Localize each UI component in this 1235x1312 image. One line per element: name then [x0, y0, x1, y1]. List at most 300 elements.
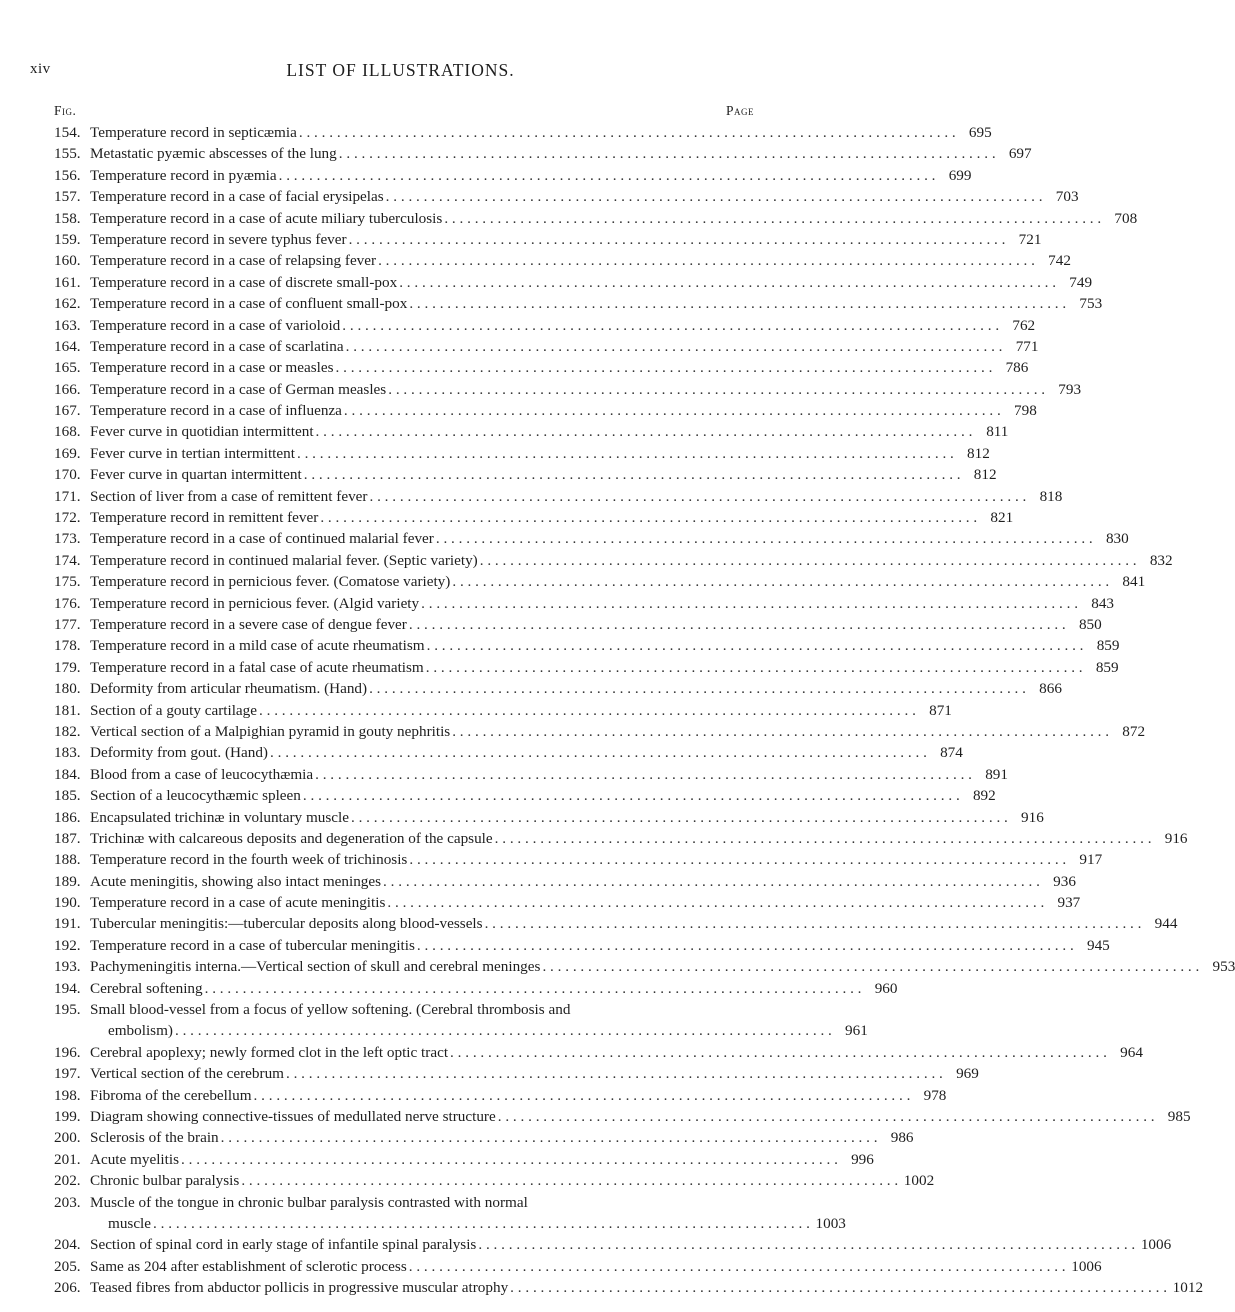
- list-item: [54, 528, 1129, 549]
- figure-number: 170.: [54, 466, 81, 484]
- entry-line: [90, 357, 1029, 378]
- figure-number: 204.: [54, 1236, 81, 1254]
- list-item-continuation: [54, 1213, 846, 1234]
- entry-line: [90, 486, 1063, 507]
- entry-line: [90, 700, 952, 721]
- figure-number: 154.: [54, 124, 81, 141]
- entry-line: [90, 250, 1071, 271]
- list-item: [54, 999, 754, 1020]
- figure-number: 206.: [54, 1279, 81, 1297]
- entry-line: [90, 1192, 754, 1213]
- leader-dots: [448, 1042, 1109, 1063]
- figure-caption: Cerebral apoplexy; newly formed clot in the left optic tract: [90, 1043, 449, 1061]
- figure-caption: Temperature record in a case of confluent small-pox: [90, 295, 408, 313]
- list-item: [54, 849, 1103, 870]
- figure-caption: Fever curve in tertian intermittent: [90, 444, 295, 462]
- list-item: [54, 785, 996, 806]
- figure-caption: Temperature record in septicæmia: [90, 124, 297, 141]
- figure-number: 197.: [54, 1065, 81, 1083]
- page-ref: 960: [874, 979, 898, 997]
- page-ref: 996: [851, 1150, 874, 1168]
- page-ref: 762: [1012, 316, 1036, 334]
- figure-number: 156.: [54, 166, 81, 184]
- entry-line: [90, 892, 1081, 913]
- leader-dots: [483, 913, 1144, 934]
- figure-caption-continued: embolism): [108, 1022, 173, 1040]
- figure-number: 184.: [54, 765, 81, 783]
- figure-number: 189.: [54, 872, 81, 890]
- list-item: [54, 165, 972, 186]
- page-ref: 771: [1015, 337, 1039, 355]
- entry-line: [90, 293, 1103, 314]
- figure-caption: Section of spinal cord in early stage of infantile spinal paralysis: [90, 1236, 477, 1254]
- page-ref: 811: [986, 423, 1009, 441]
- list-item: [54, 721, 1146, 742]
- figure-caption: Temperature record in a case of discrete small-pox: [90, 273, 398, 291]
- page-ref: 1006: [1071, 1257, 1102, 1275]
- entry-line: [90, 999, 754, 1020]
- entry-line: [90, 1256, 1102, 1277]
- leader-dots: [419, 593, 1080, 614]
- figure-caption: Acute myelitis: [90, 1150, 179, 1168]
- figure-number: 165.: [54, 359, 81, 377]
- page-header: [0, 56, 801, 80]
- figure-caption: Temperature record in pernicious fever. (Comatose variety): [90, 573, 451, 591]
- entry-line: [90, 764, 1008, 785]
- figure-number: 194.: [54, 979, 81, 997]
- figure-number: 181.: [54, 701, 81, 719]
- page-ref: 812: [973, 466, 997, 484]
- leader-dots: [268, 742, 929, 763]
- figure-caption: Deformity from gout. (Hand): [90, 744, 268, 762]
- figure-number: 167.: [54, 402, 81, 420]
- figure-number: 199.: [54, 1107, 81, 1125]
- leader-dots: [424, 657, 1085, 678]
- figure-caption: Temperature record in a fatal case of acute rheumatism: [90, 658, 424, 676]
- entry-line: [90, 1170, 935, 1191]
- page-ref: 818: [1039, 487, 1063, 505]
- figure-caption: Section of liver from a case of remittent fever: [90, 487, 368, 505]
- leader-dots: [478, 550, 1139, 571]
- list-item: [54, 678, 1062, 699]
- figure-number: 176.: [54, 594, 81, 612]
- figure-caption-continued: muscle: [108, 1214, 152, 1232]
- page-ref: 866: [1039, 680, 1062, 698]
- figure-caption: Fever curve in quartan intermittent: [90, 466, 302, 484]
- entry-line: [90, 315, 1036, 336]
- figure-number: 192.: [54, 936, 81, 954]
- leader-dots: [367, 486, 1028, 507]
- figure-number: 180.: [54, 680, 81, 698]
- list-item: [54, 421, 1009, 442]
- page-ref: 916: [1164, 829, 1188, 847]
- figure-number: 173.: [54, 530, 81, 548]
- list-item: [54, 871, 1076, 892]
- entry-line: [90, 571, 1146, 592]
- entry-line: [90, 507, 1014, 528]
- list-item: [54, 892, 1081, 913]
- entry-line: [90, 550, 1173, 571]
- entry-line: [90, 593, 1114, 614]
- figure-caption: Temperature record in a case of tubercular meningitis: [90, 936, 415, 954]
- leader-dots: [493, 828, 1154, 849]
- list-item: [54, 293, 1103, 314]
- leader-dots: [386, 379, 1047, 400]
- entry-line: [90, 1127, 914, 1148]
- list-item: [54, 742, 963, 763]
- entry-line: [90, 229, 1042, 250]
- page-title: LIST OF ILLUSTRATIONS.: [286, 60, 515, 80]
- entry-line: [90, 1149, 874, 1170]
- leader-dots: [337, 143, 998, 164]
- figure-caption: Diagram showing connective-tissues of medullated nerve structure: [90, 1107, 496, 1125]
- figure-caption: Vertical section of a Malpighian pyramid in gouty nephritis: [90, 722, 451, 740]
- figure-number: 191.: [54, 915, 81, 933]
- figure-number: 202.: [54, 1172, 81, 1190]
- leader-dots: [284, 1063, 945, 1084]
- figure-number: 193.: [54, 958, 81, 976]
- figure-caption: Cerebral softening: [90, 979, 203, 997]
- figure-number: 168.: [54, 423, 81, 441]
- page-ref: 964: [1120, 1043, 1143, 1061]
- figure-caption: Acute meningitis, showing also intact meninges: [90, 872, 382, 890]
- entry-line: [90, 421, 1009, 442]
- leader-dots: [407, 614, 1068, 635]
- figure-number: 161.: [54, 273, 81, 291]
- list-item: [54, 593, 1114, 614]
- leader-dots: [295, 443, 956, 464]
- page-ref: 1006: [1140, 1236, 1172, 1254]
- page-ref: 843: [1091, 594, 1114, 612]
- page-ref: 697: [1008, 145, 1032, 163]
- figure-caption: Temperature record in severe typhus fever: [90, 230, 347, 248]
- leader-dots: [334, 357, 995, 378]
- leader-dots: [376, 250, 1037, 271]
- entry-line: [90, 443, 990, 464]
- leader-dots: [151, 1213, 812, 1234]
- list-item-continuation: [54, 1020, 868, 1041]
- list-item: [54, 1085, 947, 1106]
- entry-line: [90, 935, 1110, 956]
- list-item: [54, 614, 1102, 635]
- leader-dots: [496, 1106, 1157, 1127]
- list-item: [54, 935, 1110, 956]
- leader-dots: [302, 464, 963, 485]
- list-item: [54, 1192, 754, 1213]
- figure-caption: Temperature record in a case of acute meningitis: [90, 894, 386, 912]
- list-item: [54, 143, 1032, 164]
- entry-line: [90, 379, 1082, 400]
- leader-dots: [407, 1256, 1068, 1277]
- figure-number: 169.: [54, 444, 81, 462]
- figure-number: 200.: [54, 1129, 81, 1147]
- list-item: [54, 315, 1036, 336]
- list-item: [54, 229, 1042, 250]
- figure-caption: Metastatic pyæmic abscesses of the lung: [90, 145, 337, 163]
- leader-dots: [179, 1149, 840, 1170]
- page-ref: 832: [1149, 551, 1173, 569]
- entry-line: [90, 1277, 1204, 1298]
- figure-caption: Temperature record in pernicious fever. (Algid variety: [90, 594, 420, 612]
- page-ref: 699: [948, 166, 972, 184]
- figure-caption: Temperature record in a case of acute miliary tuberculosis: [90, 209, 443, 227]
- leader-dots: [425, 635, 1086, 656]
- list-item: [54, 1256, 1102, 1277]
- entry-line: [90, 913, 1178, 934]
- page-ref: 798: [1014, 402, 1037, 420]
- figure-caption: Teased fibres from abductor pollicis in progressive muscular atrophy: [90, 1279, 509, 1297]
- fig-column-heading: Fig.: [54, 103, 77, 118]
- page-ref: 891: [985, 765, 1008, 783]
- leader-dots: [508, 1277, 1169, 1298]
- figure-number: 160.: [54, 252, 81, 270]
- list-item: [54, 1170, 935, 1191]
- leader-dots: [344, 336, 1005, 357]
- leader-dots: [342, 400, 1003, 421]
- list-item: [54, 1127, 914, 1148]
- page-ref: 871: [929, 701, 952, 719]
- figure-number: 163.: [54, 316, 81, 334]
- page-ref: 945: [1086, 936, 1110, 954]
- list-item: [54, 913, 1178, 934]
- page-ref: 937: [1057, 894, 1081, 912]
- list-item: [54, 956, 1235, 977]
- list-item: [54, 807, 1044, 828]
- entry-line: [90, 1106, 1191, 1127]
- entry-line: [108, 1020, 868, 1041]
- figure-caption: Temperature record in continued malarial fever. (Septic variety): [90, 551, 478, 569]
- leader-dots: [347, 229, 1008, 250]
- list-item: [54, 443, 990, 464]
- leader-dots: [318, 507, 979, 528]
- leader-dots: [450, 721, 1111, 742]
- leader-dots: [252, 1085, 913, 1106]
- list-item: [54, 1063, 979, 1084]
- page-ref: 978: [923, 1086, 947, 1104]
- leader-dots: [314, 421, 975, 442]
- figure-caption: Deformity from articular rheumatism. (Hand): [90, 680, 368, 698]
- figure-caption: Temperature record in a case of German measles: [90, 380, 387, 398]
- figure-number: 162.: [54, 295, 81, 313]
- leader-dots: [297, 122, 958, 143]
- figure-caption: Temperature record in pyæmia: [90, 166, 277, 184]
- page-ref: 917: [1079, 851, 1103, 869]
- list-item: [54, 978, 898, 999]
- page-ref: 985: [1167, 1107, 1191, 1125]
- page-ref: 708: [1114, 209, 1138, 227]
- page-ref: 953: [1212, 958, 1235, 976]
- entry-line: [90, 978, 898, 999]
- leader-dots: [540, 956, 1201, 977]
- entry-line: [90, 336, 1039, 357]
- entry-line: [90, 186, 1079, 207]
- figure-number: 159.: [54, 230, 81, 248]
- list-item: [54, 550, 1173, 571]
- page-ref: 944: [1154, 915, 1178, 933]
- page-number: xiv: [30, 61, 51, 77]
- entry-line: [90, 143, 1032, 164]
- figure-caption: Temperature record in a case or measles: [90, 359, 334, 377]
- page-ref: 753: [1079, 295, 1103, 313]
- page-ref: 872: [1122, 722, 1146, 740]
- entry-line: [90, 122, 992, 143]
- figure-caption: Section of a gouty cartilage: [90, 701, 258, 719]
- page-ref: 1012: [1172, 1279, 1204, 1297]
- page-ref: 742: [1048, 252, 1071, 270]
- list-item: [54, 700, 952, 721]
- page-ref: 812: [967, 444, 990, 462]
- entry-line: [90, 1085, 947, 1106]
- figure-caption: Temperature record in a mild case of acute rheumatism: [90, 637, 425, 655]
- page-ref: 703: [1055, 188, 1079, 206]
- list-item: [54, 186, 1079, 207]
- page-ref: 830: [1105, 530, 1129, 548]
- entry-line: [90, 165, 972, 186]
- figure-caption: Encapsulated trichinæ in voluntary muscle: [90, 808, 349, 826]
- list-item: [54, 507, 1014, 528]
- entry-line: [90, 272, 1093, 293]
- figure-caption: Tubercular meningitis:—tubercular deposits along blood-vessels: [90, 915, 483, 933]
- page-ref: 986: [890, 1129, 914, 1147]
- figure-caption: Vertical section of the cerebrum: [90, 1065, 284, 1083]
- figure-number: 157.: [54, 188, 81, 206]
- entry-line: [90, 849, 1103, 870]
- figure-caption: Fever curve in quotidian intermittent: [90, 423, 314, 441]
- figure-caption: Temperature record in remittent fever: [90, 509, 319, 527]
- figure-caption: Muscle of the tongue in chronic bulbar paralysis contrasted with normal: [90, 1193, 528, 1211]
- page-ref: 936: [1053, 872, 1076, 890]
- figure-caption: Temperature record in a case of facial erysipelas: [90, 188, 384, 206]
- figure-number: 195.: [54, 1001, 81, 1019]
- figure-number: 196.: [54, 1043, 81, 1061]
- figure-caption: Temperature record in the fourth week of trichinosis: [90, 851, 408, 869]
- figure-caption: Same as 204 after establishment of sclerotic process: [90, 1257, 407, 1275]
- list-item: [54, 635, 1120, 656]
- entry-line: [90, 828, 1188, 849]
- leader-dots: [442, 208, 1103, 229]
- figure-number: 203.: [54, 1193, 81, 1211]
- list-item: [54, 657, 1119, 678]
- entry-line: [90, 208, 1138, 229]
- list-item: [54, 336, 1039, 357]
- entry-line: [90, 742, 963, 763]
- leader-dots: [313, 764, 974, 785]
- list-item: [54, 122, 992, 143]
- figure-number: 190.: [54, 894, 81, 912]
- figure-caption: Sclerosis of the brain: [90, 1129, 219, 1147]
- entry-line: [90, 464, 997, 485]
- leader-dots: [450, 571, 1111, 592]
- illustrations-list: [54, 122, 1235, 1298]
- figure-number: 185.: [54, 787, 81, 805]
- leader-dots: [385, 892, 1046, 913]
- page-ref: 859: [1095, 658, 1119, 676]
- figure-caption: Chronic bulbar paralysis: [90, 1172, 240, 1190]
- figure-number: 164.: [54, 337, 81, 355]
- page-ref: 1003: [815, 1214, 846, 1232]
- page-ref: 969: [956, 1065, 979, 1083]
- entry-line: [90, 871, 1076, 892]
- list-item: [54, 571, 1146, 592]
- leader-dots: [349, 807, 1010, 828]
- leader-dots: [239, 1170, 900, 1191]
- entry-line: [90, 1042, 1143, 1063]
- list-item: [54, 1106, 1191, 1127]
- page-ref: 1002: [903, 1172, 935, 1190]
- list-item: [54, 250, 1071, 271]
- leader-dots: [407, 849, 1068, 870]
- entry-line: [90, 657, 1119, 678]
- figure-caption: Temperature record in a case of influenza: [90, 402, 342, 420]
- figure-number: 171.: [54, 487, 81, 505]
- entry-line: [90, 956, 1235, 977]
- list-item: [54, 272, 1093, 293]
- figure-number: 174.: [54, 551, 81, 569]
- leader-dots: [340, 315, 1001, 336]
- figure-number: 155.: [54, 145, 81, 163]
- figure-number: 179.: [54, 658, 81, 676]
- figure-caption: Temperature record in a case of relapsing fever: [90, 252, 377, 270]
- figure-number: 186.: [54, 808, 81, 826]
- list-item: [54, 1042, 1143, 1063]
- figure-caption: Trichinæ with calcareous deposits and degeneration of the capsule: [90, 829, 493, 847]
- page-ref: 874: [940, 744, 963, 762]
- list-item: [54, 464, 997, 485]
- leader-dots: [301, 785, 962, 806]
- page-ref: 961: [845, 1022, 868, 1040]
- leader-dots: [381, 871, 1042, 892]
- figure-caption: Temperature record in a severe case of dengue fever: [90, 615, 407, 633]
- leader-dots: [407, 293, 1068, 314]
- list-item: [54, 1149, 874, 1170]
- page-column-heading: Page: [725, 103, 754, 118]
- leader-dots: [277, 165, 938, 186]
- figure-number: 166.: [54, 380, 81, 398]
- entry-line: [90, 785, 996, 806]
- list-item: [54, 1277, 1204, 1298]
- leader-dots: [434, 528, 1095, 549]
- entry-line: [90, 1063, 979, 1084]
- list-item: [54, 764, 1008, 785]
- figure-caption: Fibroma of the cerebellum: [90, 1086, 252, 1104]
- leader-dots: [367, 678, 1028, 699]
- figure-number: 183.: [54, 744, 81, 762]
- entry-line: [90, 528, 1129, 549]
- leader-dots: [476, 1234, 1137, 1255]
- page-ref: 892: [972, 787, 996, 805]
- list-item: [54, 357, 1029, 378]
- leader-dots: [415, 935, 1076, 956]
- list-item: [54, 400, 1037, 421]
- figure-number: 178.: [54, 637, 81, 655]
- entry-line: [90, 614, 1102, 635]
- list-item: [54, 1234, 1172, 1255]
- figure-number: 172.: [54, 509, 81, 527]
- page-ref: 821: [990, 509, 1014, 527]
- page-ref: 749: [1069, 273, 1093, 291]
- figure-caption: Pachymeningitis interna.—Vertical section of skull and cerebral meninges: [90, 958, 541, 976]
- entry-line: [90, 678, 1062, 699]
- figure-number: 177.: [54, 615, 81, 633]
- figure-number: 182.: [54, 722, 81, 740]
- figure-caption: Temperature record in a case of scarlatina: [90, 337, 344, 355]
- figure-number: 158.: [54, 209, 81, 227]
- list-item: [54, 486, 1063, 507]
- figure-caption: Temperature record in a case of varioloid: [90, 316, 341, 334]
- page-ref: 721: [1018, 230, 1042, 248]
- leader-dots: [173, 1020, 834, 1041]
- figure-caption: Blood from a case of leucocythæmia: [90, 765, 314, 783]
